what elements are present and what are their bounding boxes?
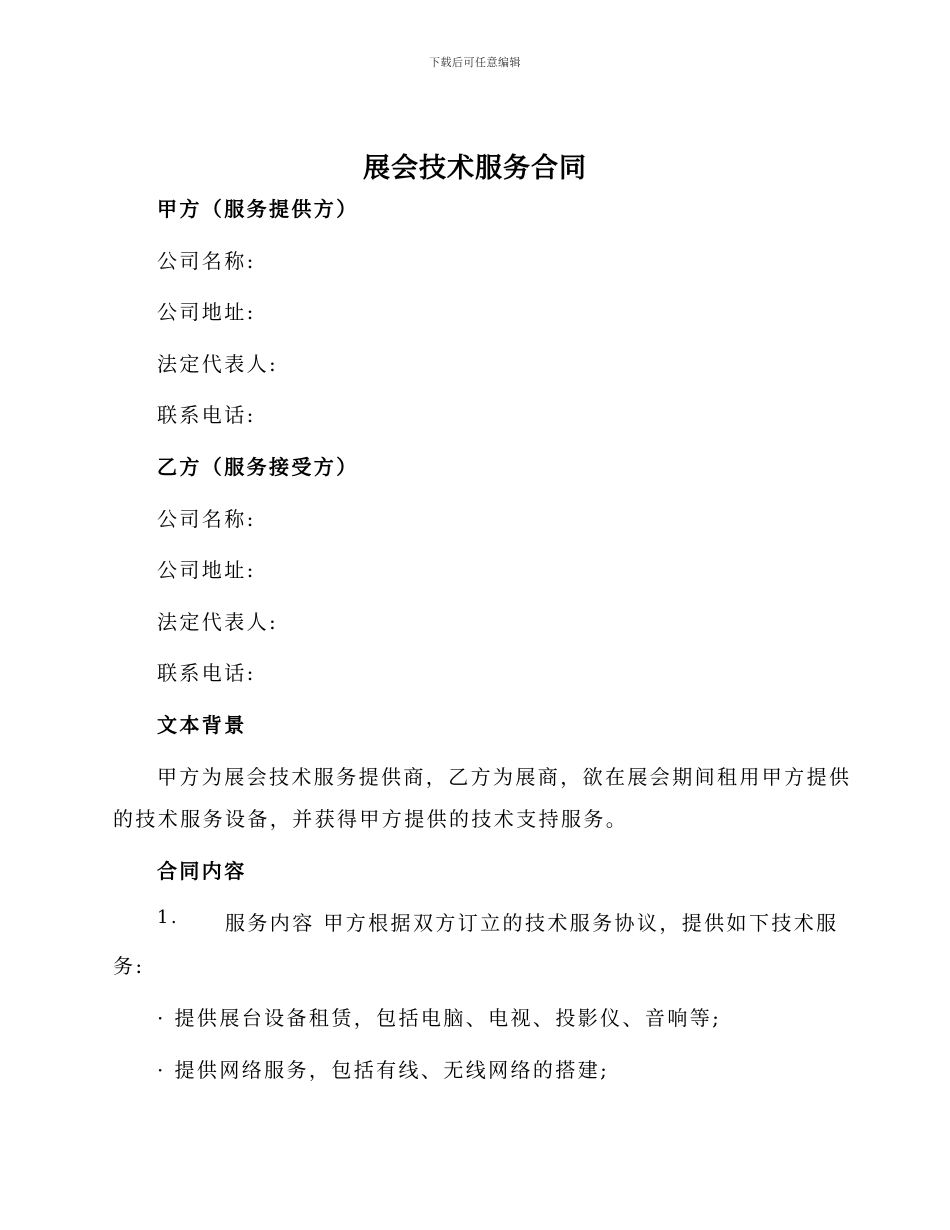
party-a-legal-rep: 法定代表人:: [157, 352, 279, 376]
party-b-legal-rep: 法定代表人:: [157, 610, 279, 634]
party-a-company-address: 公司地址:: [157, 300, 256, 324]
party-b-phone: 联系电话:: [157, 661, 256, 685]
list-item: · 提供网络服务，包括有线、无线网络的搭建;: [157, 1058, 610, 1082]
header-note: 下载后可任意编辑: [429, 56, 521, 69]
party-b-company-name: 公司名称:: [157, 507, 256, 531]
list-item: · 提供展台设备租赁，包括电脑、电视、投影仪、音响等;: [157, 1006, 722, 1030]
background-paragraph-line: 的技术服务设备，并获得甲方提供的技术支持服务。: [113, 807, 629, 831]
party-a-company-name: 公司名称:: [157, 249, 256, 273]
background-paragraph-line: 甲方为展会技术服务提供商，乙方为展商，欲在展会期间租用甲方提供: [157, 765, 852, 789]
item-number: 1.: [157, 907, 179, 928]
background-heading: 文本背景: [157, 713, 247, 737]
item-text-line: 服务内容 甲方根据双方订立的技术服务协议，提供如下技术服: [225, 911, 839, 935]
party-a-heading: 甲方（服务提供方）: [157, 197, 359, 221]
party-b-company-address: 公司地址:: [157, 558, 256, 582]
contract-heading: 合同内容: [157, 859, 247, 883]
document-title: 展会技术服务合同: [363, 153, 587, 184]
party-b-heading: 乙方（服务接受方）: [157, 455, 359, 479]
item-text-line: 务:: [113, 954, 145, 978]
party-a-phone: 联系电话:: [157, 403, 256, 427]
